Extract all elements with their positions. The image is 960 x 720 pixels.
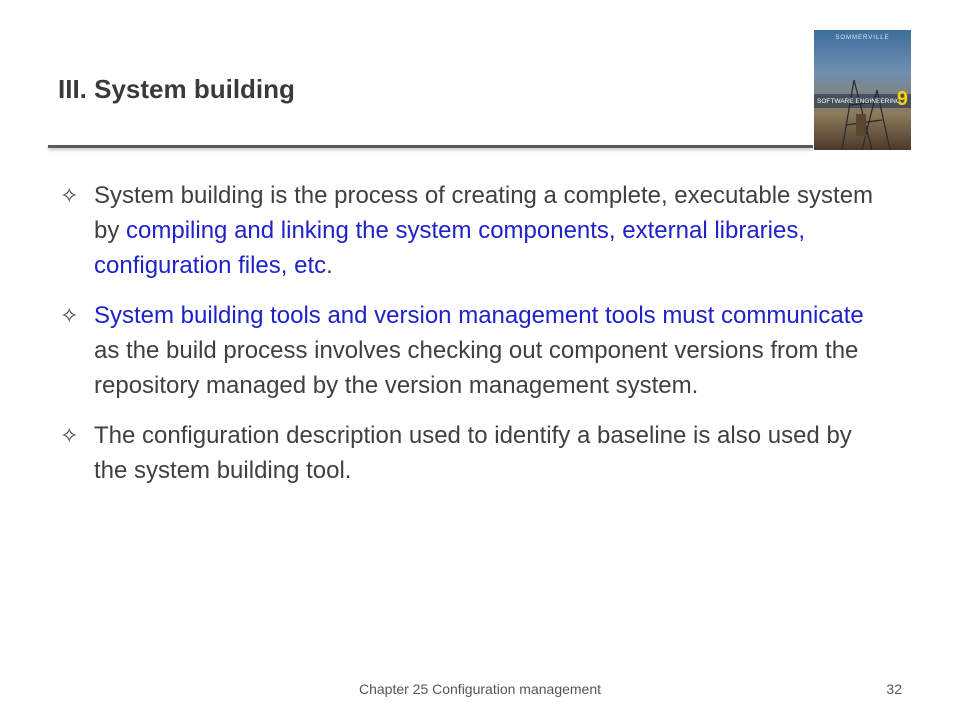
footer-chapter: Chapter 25 Configuration management (358, 681, 602, 697)
book-title: SOFTWARE ENGINEERING (817, 98, 901, 105)
highlighted-text: compiling and linking the system components, external libraries, configuration files, etc (94, 217, 806, 279)
diamond-star-icon: ✧ (60, 303, 79, 328)
highlighted-text: System building tools and version management tools must communicate (94, 302, 864, 329)
bullet-item (60, 298, 880, 403)
diamond-star-icon: ✧ (60, 423, 79, 448)
bullet-text: System building is the process of creating a complete, executable system by (94, 182, 874, 244)
bullet-text: The configuration description used to identify a baseline is also used by the system building tool. (94, 422, 852, 484)
book-author: SOMMERVILLE (835, 35, 890, 41)
bullet-item (60, 418, 880, 488)
diamond-star-icon: ✧ (60, 183, 79, 208)
book-cover-image (814, 30, 911, 150)
bullet-text: . (326, 252, 333, 279)
book-edition: 9 (896, 88, 908, 110)
bullet-item (60, 178, 880, 283)
page-number: 32 (886, 681, 902, 697)
scaffold-illustration (832, 70, 892, 150)
bullet-list (60, 178, 880, 503)
title-divider (48, 145, 813, 148)
slide-title: III. System building (58, 74, 295, 104)
bullet-text: as the build process involves checking out component versions from the repository managed by the version management system. (94, 337, 859, 399)
